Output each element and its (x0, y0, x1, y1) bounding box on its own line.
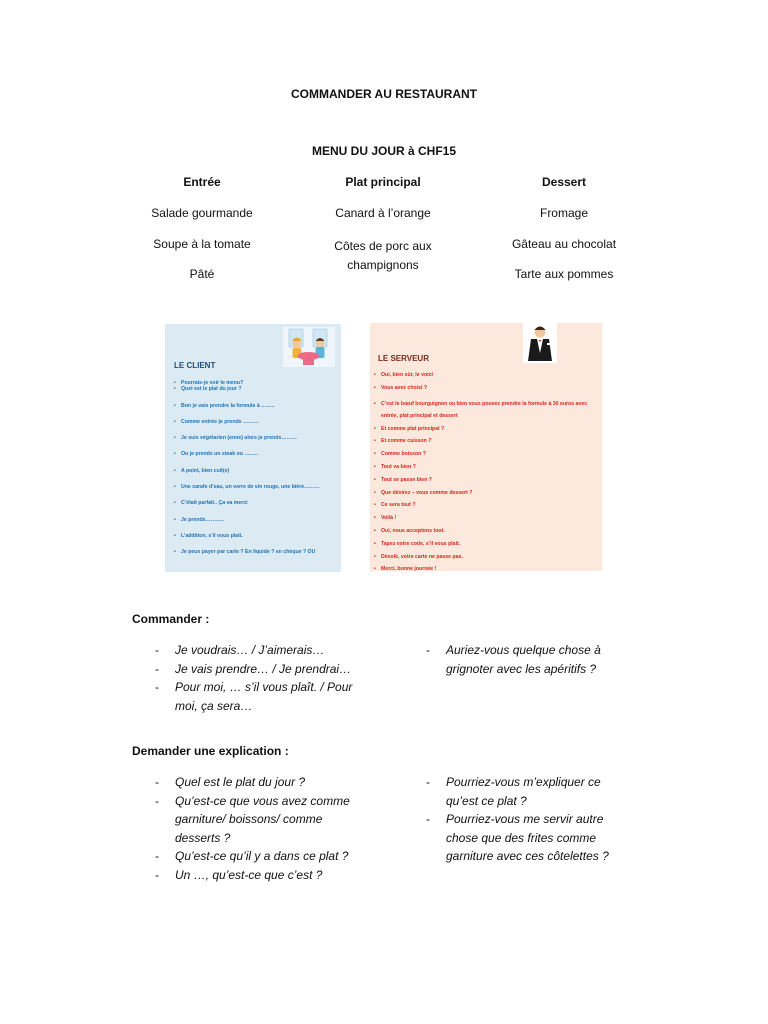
client-card-lines (173, 380, 341, 556)
server-line: • C’est le bœuf bourguignon ou bien vous pouvez prendre la formule à 30 euros avec entrée, plat principal et dessert (373, 398, 599, 423)
server-line: • Voilà ! (373, 515, 599, 521)
client-line: • L’addition, s’il vous plait. (173, 533, 341, 539)
server-line: • Tout va bien ? (373, 464, 599, 470)
client-line: • Comme entrée je prends ……… (173, 419, 341, 425)
phrase-text: Qu’est-ce qu’il y a dans ce plat ? (175, 849, 349, 863)
server-line: • Oui, nous acceptons tout. (373, 528, 599, 534)
client-card-image (165, 324, 341, 572)
explication-left-list (155, 773, 355, 884)
menu-item: Canard à l’orange (335, 206, 431, 220)
client-line: • Une carafe d’eau, un verre de vin rouge, une bière……… (173, 484, 341, 490)
client-line: • Je prends……….. (173, 517, 341, 523)
phrase-text: Quel est le plat du jour ? (175, 775, 306, 789)
menu-item: Tarte aux pommes (514, 267, 614, 281)
phrase-text: Auriez-vous quelque chose à grignoter avec les apéritifs ? (446, 643, 601, 676)
client-line: • Je suis végétarien (enne) alors je prends……… (173, 435, 341, 441)
server-line: • Merci, bonne journée ! (373, 566, 599, 571)
server-line: • Oui, bien sûr, le voici (373, 372, 599, 378)
phrase-item (155, 660, 355, 679)
client-line: • Je peux payer par carte ? En liquide ? en chèque ? OU (173, 549, 341, 555)
commander-left-list (155, 641, 355, 715)
phrase-text: Qu’est-ce que vous avez comme garniture/ boissons/ comme desserts ? (175, 793, 350, 845)
server-card-lines (373, 372, 599, 571)
commander-right-list (426, 641, 626, 678)
menu-item: Côtes de porc aux champignons (334, 239, 432, 272)
phrase-text: Pourriez-vous me servir autre chose que des frites comme garniture avec ces côtelettes ? (446, 812, 609, 863)
dash-bullet: - (155, 775, 159, 789)
client-line: • C’était parfait.. Ça va merci (173, 500, 341, 506)
phrase-text: Je vais prendre… / Je prendrai… (175, 661, 352, 676)
server-card-title: LE SERVEUR (378, 354, 429, 363)
page-title: COMMANDER AU RESTAURANT (291, 87, 477, 101)
phrase-text: Je voudrais… / J’aimerais… (175, 643, 325, 657)
dash-bullet: - (155, 793, 159, 808)
phrase-item (155, 641, 355, 660)
server-line: • Et comme cuisson ? (373, 438, 599, 444)
server-line: • Vous avez choisi ? (373, 385, 599, 391)
waiter-illustration-icon (523, 323, 557, 363)
server-line: • Tout se passe bien ? (373, 477, 599, 483)
server-line: • Tapez votre code, s’il vous plait. (373, 541, 599, 547)
menu-item: Gâteau au chocolat (511, 237, 617, 251)
client-card-title: LE CLIENT (174, 361, 216, 370)
dash-bullet: - (155, 643, 159, 657)
phrase-item (155, 866, 355, 885)
menu-item: Soupe à la tomate (153, 237, 251, 251)
phrase-item (155, 792, 355, 848)
menu-header-plat-principal: Plat principal (345, 175, 421, 189)
dash-bullet: - (426, 812, 430, 826)
server-line: • Désolé, votre carte ne passe pas. (373, 554, 599, 560)
phrase-item (155, 847, 355, 866)
diners-illustration-icon (283, 327, 335, 367)
server-line: • Que désirez – vous comme dessert ? (373, 490, 599, 496)
client-line: • Pourrais-je voir le menu? (173, 380, 341, 386)
server-line: • Ce sera tout ? (373, 502, 599, 508)
explication-right-list (426, 773, 636, 866)
server-line: • Et comme plat principal ? (373, 426, 599, 432)
section-title-explication: Demander une explication : (132, 744, 289, 758)
phrase-item (426, 773, 636, 810)
client-line: • A point, bien cuit(e) (173, 468, 341, 474)
menu-header-entree: Entrée (183, 175, 221, 189)
dash-bullet: - (155, 661, 159, 676)
menu-item: Pâté (189, 267, 215, 281)
server-line: • Comme boisson ? (373, 451, 599, 457)
phrase-item (155, 678, 355, 715)
dash-bullet: - (155, 680, 159, 694)
section-title-commander: Commander : (132, 612, 210, 626)
phrase-text: Un …, qu’est-ce que c’est ? (175, 867, 323, 882)
phrase-text: Pourriez-vous m’expliquer ce qu’est ce plat ? (446, 775, 601, 808)
dash-bullet: - (155, 849, 159, 863)
phrase-item (426, 810, 636, 866)
phrase-text: Pour moi, … s’il vous plaît. / Pour moi, ça sera… (175, 680, 353, 713)
menu-header-dessert: Dessert (541, 175, 587, 189)
phrase-item (155, 773, 355, 792)
dash-bullet: - (426, 643, 430, 657)
client-line: • Quel est le plat du jour ? (173, 386, 341, 392)
menu-item: Fromage (539, 206, 589, 220)
menu-heading: MENU DU JOUR à CHF15 (311, 144, 457, 158)
client-line: • Bon je vais prendre la formule à …….. (173, 403, 341, 409)
phrase-item (426, 641, 626, 678)
client-line: • Ou je prends un steak ou …….. (173, 451, 341, 457)
dash-bullet: - (155, 867, 159, 882)
menu-item: Salade gourmande (151, 206, 253, 220)
server-card-image (370, 323, 602, 571)
dash-bullet: - (426, 775, 430, 789)
